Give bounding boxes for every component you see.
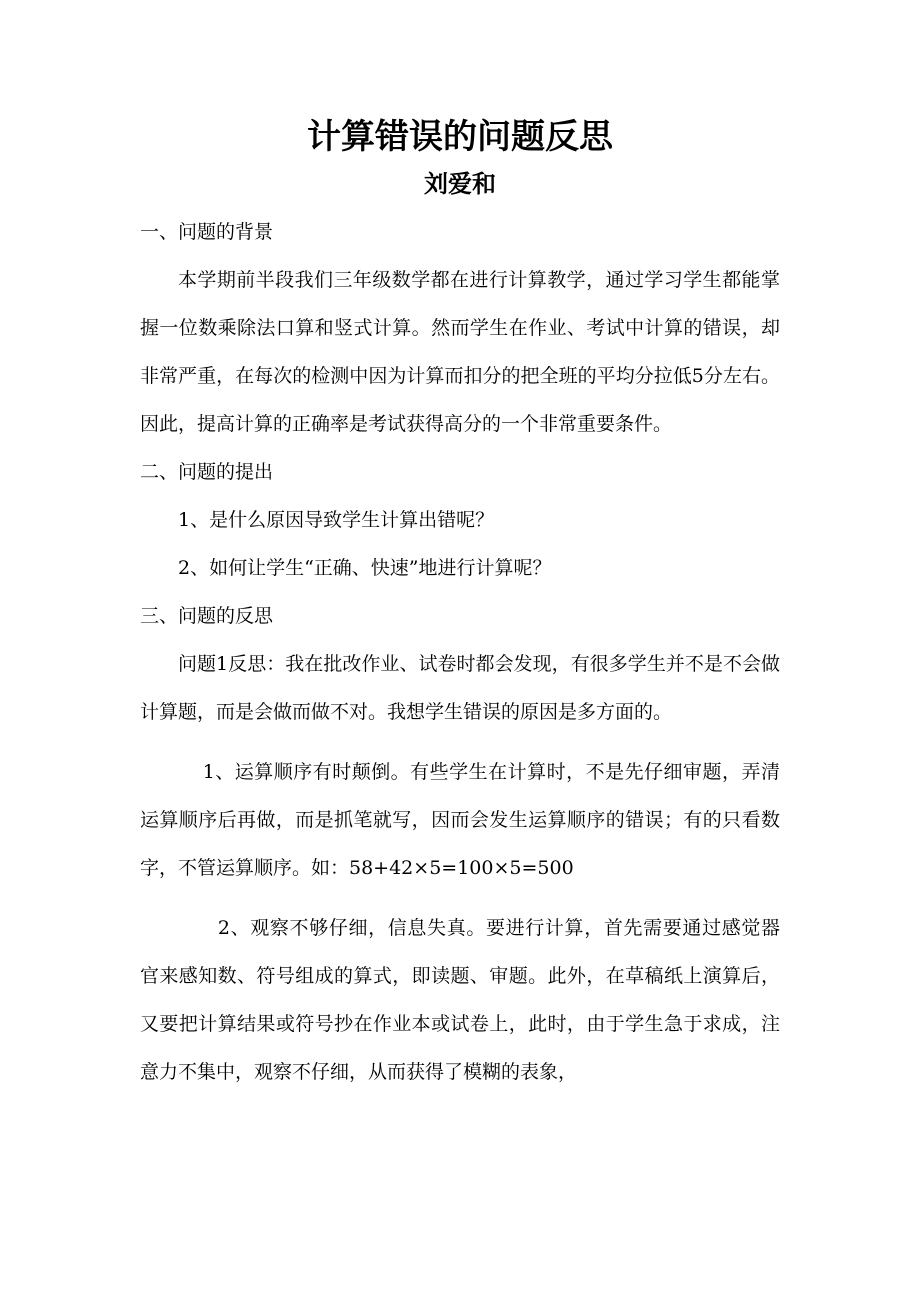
document-body [140, 208, 780, 1096]
section-heading-reflection: 三、问题的反思 [140, 605, 274, 627]
paragraph-reason-2: 2、观察不够仔细，信息失真。要进行计算，首先需要通过感觉器官来感知数、符号组成的算式，即读题、审题。此外，在草稿纸上演算后，又要把计算结果或符号抄在作业本或试卷上，此时，由于学生急于求成，注意力不集中，观察不仔细，从而获得了模糊的表象， [140, 917, 780, 1083]
paragraph-reason-1: 1、运算顺序有时颠倒。有些学生在计算时，不是先仔细审题，弄清运算顺序后再做，而是抓笔就写，因而会发生运算顺序的错误；有的只看数字，不管运算顺序。如：58+42×5=100×5=500 [140, 761, 780, 879]
question-item-2: 2、如何让学生“正确、快速”地进行计算呢？ [178, 557, 552, 579]
section-heading-questions: 二、问题的提出 [140, 461, 274, 483]
document-title: 计算错误的问题反思 [307, 117, 613, 157]
section-heading-background: 一、问题的背景 [140, 221, 274, 243]
document-author: 刘爱和 [424, 170, 496, 198]
paragraph-background: 本学期前半段我们三年级数学都在进行计算教学，通过学习学生都能掌握一位数乘除法口算和竖式计算。然而学生在作业、考试中计算的错误，却非常严重，在每次的检测中因为计算而扣分的把全班的平均分拉低5分左右。因此，提高计算的正确率是考试获得高分的一个非常重要条件。 [140, 269, 780, 435]
question-item-1: 1、是什么原因导致学生计算出错呢？ [178, 509, 495, 531]
paragraph-reflection-intro: 问题1反思：我在批改作业、试卷时都会发现，有很多学生并不是不会做计算题，而是会做而做不对。我想学生错误的原因是多方面的。 [140, 653, 780, 723]
